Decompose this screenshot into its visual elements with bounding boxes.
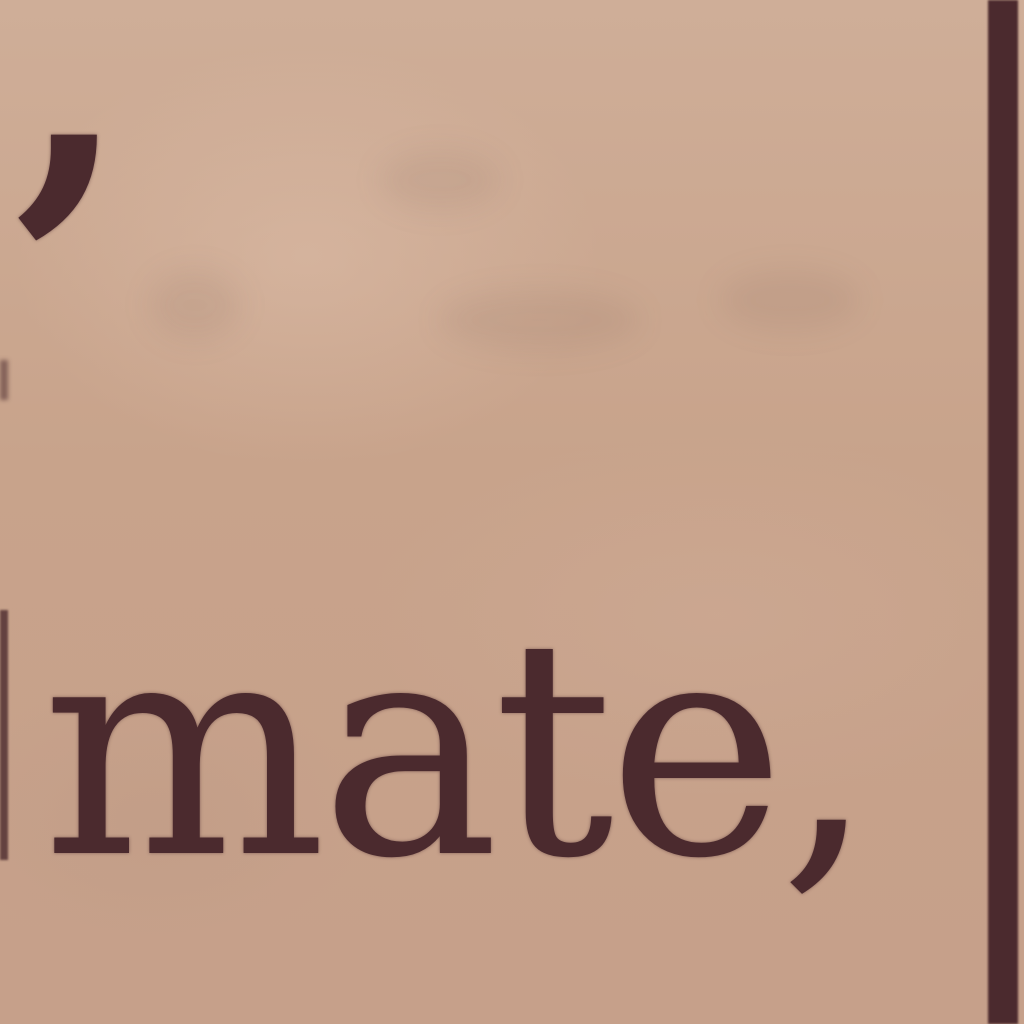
- column-rule-line: [988, 0, 1018, 1024]
- previous-line-fragment: [0, 360, 8, 400]
- paper-smudge: [150, 270, 240, 340]
- paper-smudge: [440, 290, 640, 350]
- paper-smudge: [380, 150, 500, 210]
- preceding-letter-fragment: [0, 610, 8, 860]
- printed-word: mate,: [42, 575, 869, 924]
- paper-smudge: [720, 270, 860, 330]
- top-comma: ,: [14, 0, 129, 264]
